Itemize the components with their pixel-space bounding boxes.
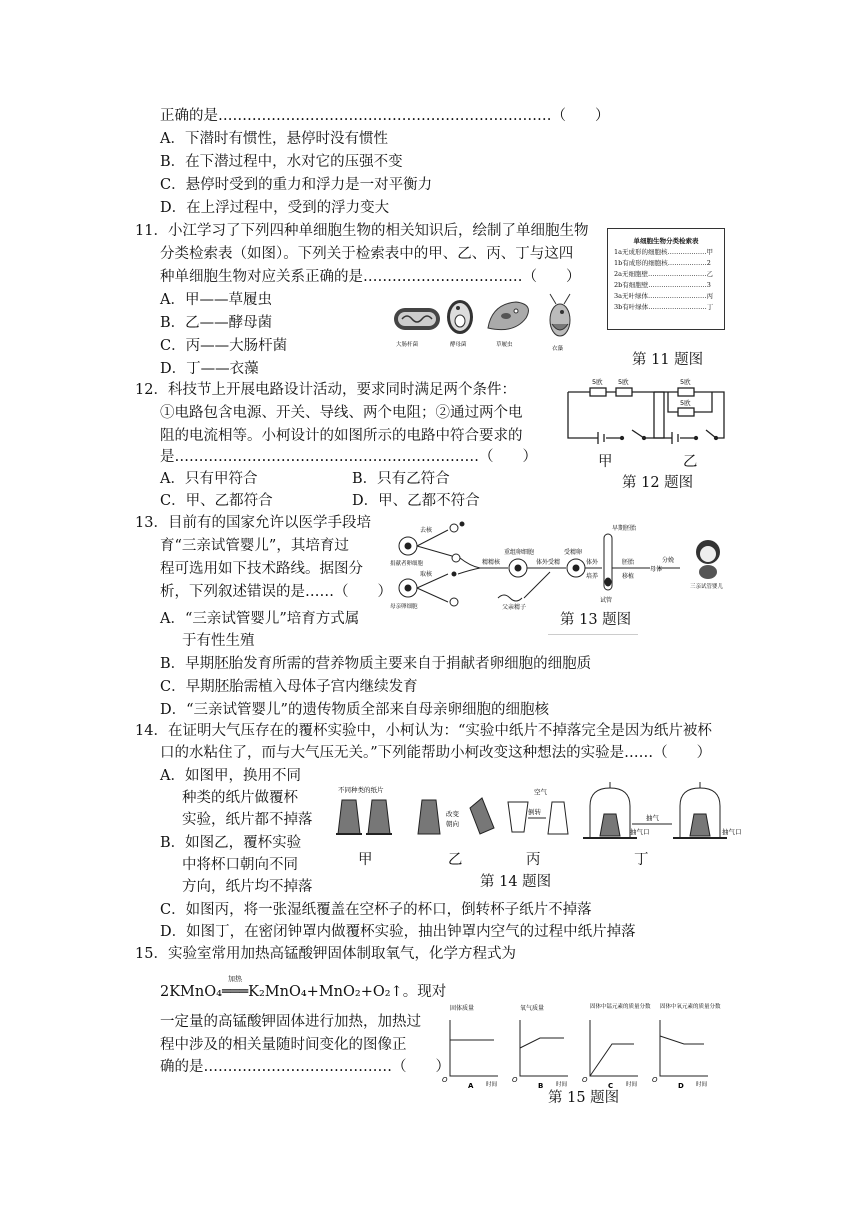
cup-jia-1 [338, 800, 360, 834]
fig14-label: 不同种类的纸片 [338, 786, 384, 794]
graph-b-axes [520, 1020, 568, 1076]
q14-option-b[interactable]: B．如图乙，覆杯实验 [160, 835, 302, 851]
graph-c-letter: C [608, 1082, 614, 1090]
q13-stem-3: 程可选用如下技术路线。据图分 [160, 561, 363, 577]
fig14-label: 空气 [534, 788, 547, 796]
q14-option-b-cont2: 方向，纸片均不掉落 [182, 879, 313, 895]
ecoli-image [394, 308, 440, 330]
fig12-circuits [560, 372, 730, 444]
fig14-panel-jia: 甲 [358, 852, 373, 868]
fig11-row: 2b有细胞壁………………………3 [614, 281, 711, 289]
fig13-label: 父亲精子 [502, 604, 527, 611]
graph-a-letter: A [468, 1082, 474, 1090]
fig11-row: 2a无细胞壁………………………乙 [614, 270, 714, 278]
graph-d-axes [660, 1020, 708, 1076]
fig13-label: 培养 [586, 573, 599, 580]
graph-d-line [660, 1036, 704, 1044]
q14-option-a-cont1: 种类的纸片做覆杯 [182, 790, 298, 806]
graph-b-letter: B [538, 1082, 544, 1090]
q12-option-a[interactable]: A．只有甲符合 [160, 471, 258, 487]
organism-label-yeast: 酵母菌 [450, 342, 467, 348]
q14-option-c[interactable]: C．如图丙，将一张湿纸覆盖在空杯子的杯口，倒转杯子纸片不掉落 [160, 902, 592, 918]
fig11-row: 1b有成形的细胞核………………2 [614, 259, 711, 267]
graph-d-xlabel: 时间 [696, 1082, 708, 1088]
fig12-label-yi: 乙 [683, 454, 698, 470]
fig13-label: 胚胎 [622, 559, 635, 566]
fig13-label: 精精核 [482, 559, 501, 566]
fig11-row: 3b有叶绿体………………………丁 [614, 303, 714, 311]
q15-stem-2: 一定量的高锰酸钾固体进行加热，加热过 [160, 1014, 421, 1030]
fig14-panel-bing: 丙 [526, 852, 541, 868]
fig13-label: 试管 [600, 597, 613, 604]
fig11-row: 1a无成形的细胞核………………甲 [614, 248, 714, 256]
graph-a-xlabel: 时间 [486, 1082, 498, 1088]
q11-stem-3: 种单细胞生物对应关系正确的是……………………………（ ） [160, 269, 581, 285]
fig13-label: 去核 [420, 527, 433, 534]
organism-label-paramecium: 草履虫 [496, 342, 513, 348]
q13-stem-2: 育“三亲试管婴儿”，其培育过 [160, 538, 349, 554]
q14-option-b-cont1: 中将杯口朝向不同 [182, 857, 298, 873]
fig12-r2-label: 5欧 [618, 378, 629, 386]
q10-option-a[interactable]: A．下潜时有惯性，悬停时没有惯性 [160, 131, 388, 147]
q13-stem-4: 析，下列叙述错误的是……（ ） [160, 584, 392, 600]
q13-option-a[interactable]: A．“三亲试管婴儿”培育方式属 [160, 611, 360, 627]
cup-bing-1 [508, 802, 528, 832]
fig14-label: 倒转 [528, 808, 541, 816]
fig14-label: 改变 [446, 810, 459, 818]
fig11-key-table [607, 228, 725, 330]
fig11-organisms [388, 292, 588, 354]
q15-stem-1: 15．实验室常用加热高锰酸钾固体制取氧气，化学方程式为 [135, 946, 516, 962]
graph-d-ylabel: 固体中氧元素的质量分数 [660, 1004, 721, 1010]
fig14-label: 抽气口 [722, 828, 742, 836]
q11-option-d[interactable]: D．丁——衣藻 [160, 361, 259, 377]
fig14-caption: 第 14 题图 [480, 874, 552, 890]
cup-yi-1 [418, 800, 440, 834]
graph-c-origin: O [582, 1076, 588, 1084]
q13-option-b[interactable]: B．早期胚胎发育所需的营养物质主要来自于捐献者卵细胞的细胞质 [160, 656, 592, 672]
graph-c-xlabel: 时间 [626, 1082, 638, 1088]
q15-stem-3: 程中涉及的相关量随时间变化的图像正 [160, 1037, 407, 1053]
q11-option-c[interactable]: C．丙——大肠杆菌 [160, 338, 288, 354]
fig14-panel-ding: 丁 [634, 852, 649, 868]
q15-stem-4: 确的是…………………………………（ ） [160, 1059, 450, 1075]
q10-option-b[interactable]: B．在下潜过程中，水对它的压强不变 [160, 154, 403, 170]
q12-option-d[interactable]: D．甲、乙都不符合 [352, 493, 480, 509]
q13-stem-1: 13．目前有的国家允许以医学手段培 [135, 515, 371, 531]
q10-option-d[interactable]: D．在上浮过程中，受到的浮力变大 [160, 200, 390, 216]
graph-b-xlabel: 时间 [556, 1082, 568, 1088]
fig11-row: 3a无叶绿体………………………丙 [614, 292, 714, 300]
q12-option-b[interactable]: B．只有乙符合 [352, 471, 450, 487]
graph-c-ylabel: 固体中锰元素的质量分数 [590, 1004, 651, 1010]
fig14-label: 抽气 [646, 814, 659, 822]
fig11-table-title: 单细胞生物分类检索表 [633, 237, 699, 245]
fig12-caption: 第 12 题图 [622, 475, 694, 491]
fig13-label: 取核 [420, 571, 433, 578]
graph-c-axes [590, 1020, 638, 1076]
fig13-label: 重组卵细胞 [504, 549, 535, 556]
q13-option-a-cont: 于有性生殖 [182, 633, 255, 649]
cup-yi-2 [470, 798, 494, 834]
fig13-label: 早期胚胎 [612, 525, 637, 532]
fig13-label: 捐献者卵细胞 [390, 561, 424, 567]
fig12-r4-label: 5欧 [680, 399, 691, 407]
q10-option-c[interactable]: C．悬停时受到的重力和浮力是一对平衡力 [160, 177, 433, 193]
fig14-panel-yi: 乙 [448, 852, 463, 868]
fig13-ivf-diagram [390, 518, 730, 610]
q11-stem-2: 分类检索表（如图）。下列关于检索表中的甲、乙、丙、丁与这四 [160, 246, 574, 262]
q13-option-c[interactable]: C．早期胚胎需植入母体子宫内继续发育 [160, 679, 418, 695]
graph-b-ylabel: 氧气质量 [520, 1005, 545, 1012]
circuit-jia [568, 388, 664, 444]
yeast-image [447, 300, 473, 334]
fig13-label: 移植 [622, 573, 635, 580]
fig14-cup-experiments [328, 778, 742, 848]
q10-stem-end: 正确的是……………………………………………………………（ ） [160, 108, 610, 124]
graph-c-line [590, 1044, 634, 1076]
fig13-label: 母亲卵细胞 [390, 604, 418, 610]
fig13-label: 体外受精 [536, 559, 561, 566]
graph-d-origin: O [652, 1076, 658, 1084]
q14-option-a[interactable]: A．如图甲，换用不同 [160, 768, 301, 784]
q14-option-a-cont2: 实验，纸片都不掉落 [182, 812, 313, 828]
q12-option-c[interactable]: C．甲、乙都符合 [160, 493, 273, 509]
q13-option-d[interactable]: D．“三亲试管婴儿”的遗传物质全部来自母亲卵细胞的细胞核 [160, 702, 549, 718]
graph-b-origin: O [512, 1076, 518, 1084]
q12-stem-3: 阻的电流相等。小柯设计的如图所示的电路中符合要求的 [160, 428, 523, 444]
fig14-label: 抽气口 [630, 828, 650, 836]
graph-a-origin: O [442, 1076, 448, 1084]
fig13-caption: 第 13 题图 [560, 612, 632, 628]
fig13-label: 母体 [650, 566, 663, 573]
fig15-caption: 第 15 题图 [548, 1090, 620, 1106]
baby-image [696, 540, 720, 579]
fig13-caption-rule [548, 634, 638, 635]
cup-bing-2 [548, 802, 568, 834]
q14-option-d[interactable]: D．如图丁，在密闭钟罩内做覆杯实验，抽出钟罩内空气的过程中纸片掉落 [160, 924, 636, 940]
fig11-caption: 第 11 题图 [632, 352, 704, 368]
fig13-label: 三亲试管婴儿 [690, 584, 724, 590]
q12-stem-1: 12．科技节上开展电路设计活动，要求同时满足两个条件： [135, 382, 516, 398]
graph-a-axes [450, 1020, 498, 1076]
paramecium-image [488, 302, 528, 330]
graph-d-letter: D [678, 1082, 684, 1090]
q14-stem-1: 14．在证明大气压存在的覆杯实验中，小柯认为：“实验中纸片不掉落完全是因为纸片被杯 [135, 723, 712, 739]
q14-stem-2: 口的水粘住了，而与大气压无关。”下列能帮助小柯改变这种想法的实验是……（ ） [160, 745, 712, 761]
q12-stem-4: 是………………………………………………………（ ） [160, 449, 537, 465]
fig12-r1-label: 5欧 [592, 378, 603, 386]
fig12-label-jia: 甲 [598, 454, 613, 470]
q12-stem-2: ①电路包含电源、开关、导线、两个电阻；②通过两个电 [160, 405, 523, 421]
chlamydomonas-image [550, 294, 570, 336]
q15-heat-label: 加热 [228, 975, 242, 983]
q11-stem-1: 11．小江学习了下列四种单细胞生物的相关知识后，绘制了单细胞生物 [135, 223, 589, 239]
q15-equation: 2KMnO₄═══K₂MnO₄+MnO₂+O₂↑。现对 [160, 984, 447, 1000]
organism-label-ecoli: 大肠杆菌 [396, 342, 419, 348]
fig15-graphs [440, 1000, 740, 1090]
q11-option-b[interactable]: B．乙——酵母菌 [160, 315, 273, 331]
graph-b-line [520, 1038, 564, 1048]
graph-a-ylabel: 固体质量 [450, 1005, 475, 1012]
organism-label-chlamydomonas: 衣藻 [552, 346, 564, 352]
fig14-label: 朝向 [446, 820, 459, 828]
fig13-label: 分娩 [662, 557, 675, 564]
fig13-label: 体外 [586, 559, 599, 566]
cup-jia-2 [368, 800, 390, 834]
fig12-r3-label: 5欧 [680, 378, 691, 386]
q11-option-a[interactable]: A．甲——草履虫 [160, 292, 272, 308]
fig13-label: 受精卵 [564, 549, 583, 556]
